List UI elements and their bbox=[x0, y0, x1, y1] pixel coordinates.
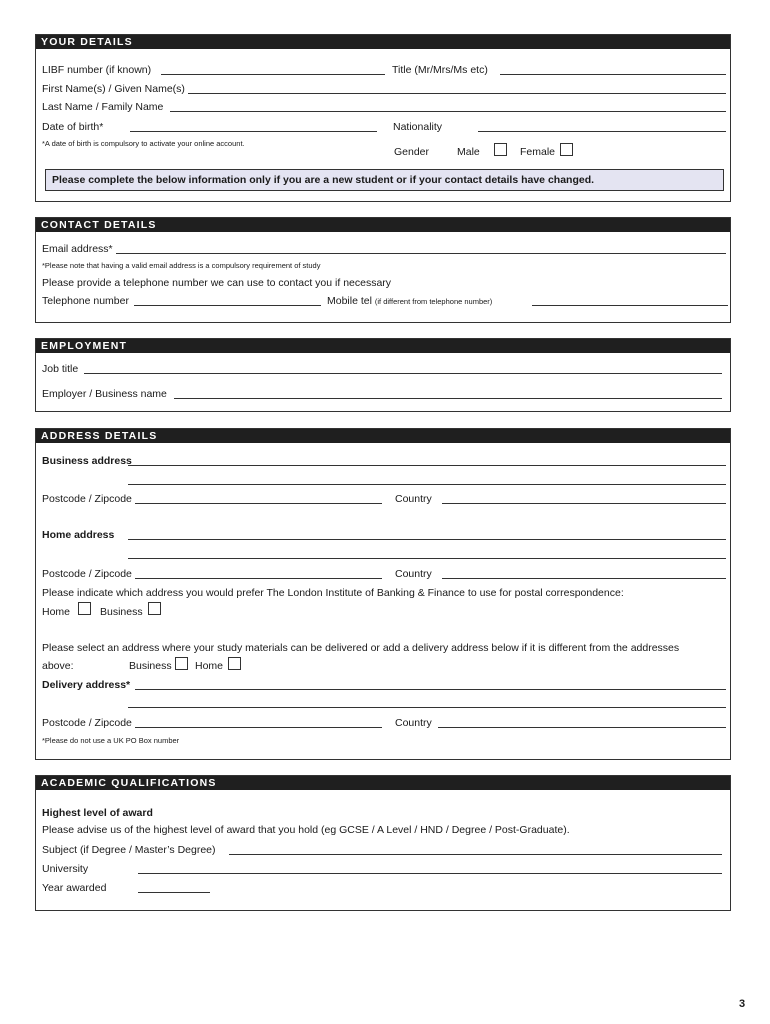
job-title-label: Job title bbox=[42, 363, 79, 375]
dob-field[interactable] bbox=[130, 131, 377, 132]
delivery-business-label: Business bbox=[129, 660, 172, 672]
delivery-postcode-field[interactable] bbox=[135, 727, 382, 728]
business-address-line-1[interactable] bbox=[128, 465, 726, 466]
libf-number-field[interactable] bbox=[161, 74, 385, 75]
employer-label: Employer / Business name bbox=[42, 388, 167, 400]
address-details-section bbox=[35, 428, 731, 760]
new-student-notice: Please complete the below information only if you are a new student or if your contact details have changed. bbox=[45, 169, 724, 191]
mobile-label bbox=[327, 294, 492, 309]
delivery-home-checkbox[interactable] bbox=[228, 657, 241, 670]
academic-header: ACADEMIC QUALIFICATIONS bbox=[36, 776, 730, 790]
nationality-field[interactable] bbox=[478, 131, 726, 132]
email-field[interactable] bbox=[116, 253, 726, 254]
delivery-postcode-label: Postcode / Zipcode bbox=[42, 717, 132, 729]
address-details-header: ADDRESS DETAILS bbox=[36, 429, 730, 443]
gender-label: Gender bbox=[394, 146, 430, 158]
employment-section bbox=[35, 338, 731, 412]
delivery-country-label: Country bbox=[395, 717, 432, 729]
delivery-country-field[interactable] bbox=[438, 727, 726, 728]
delivery-business-checkbox[interactable] bbox=[175, 657, 188, 670]
first-names-label: First Name(s) / Given Name(s) bbox=[42, 83, 185, 95]
mobile-label-text: Mobile tel bbox=[327, 295, 372, 307]
dob-label: Date of birth* bbox=[42, 121, 104, 133]
subject-label: Subject (if Degree / Master’s Degree) bbox=[42, 844, 216, 856]
home-address-line-2[interactable] bbox=[128, 558, 726, 559]
title-label: Title (Mr/Mrs/Ms etc) bbox=[392, 64, 488, 76]
last-name-field[interactable] bbox=[170, 111, 726, 112]
postal-business-label: Business bbox=[100, 606, 143, 618]
highest-level-advice: Please advise us of the highest level of award that you hold (eg GCSE / A Level / HND / Degree / Post-Graduate). bbox=[42, 824, 570, 836]
year-awarded-field[interactable] bbox=[138, 892, 210, 893]
male-checkbox[interactable] bbox=[494, 143, 507, 156]
contact-details-header: CONTACT DETAILS bbox=[36, 218, 730, 232]
last-name-label: Last Name / Family Name bbox=[42, 101, 164, 113]
female-label: Female bbox=[520, 146, 556, 158]
delivery-prompt-line-2: above: bbox=[42, 660, 74, 672]
home-address-line-1[interactable] bbox=[128, 539, 726, 540]
subject-field[interactable] bbox=[229, 854, 722, 855]
postal-home-checkbox[interactable] bbox=[78, 602, 91, 615]
male-label: Male bbox=[457, 146, 480, 158]
telephone-label: Telephone number bbox=[42, 295, 129, 307]
delivery-address-line-1[interactable] bbox=[135, 689, 726, 690]
university-label: University bbox=[42, 863, 89, 875]
business-postcode-field[interactable] bbox=[135, 503, 382, 504]
year-awarded-label: Year awarded bbox=[42, 882, 107, 894]
your-details-section bbox=[35, 34, 731, 202]
home-postcode-field[interactable] bbox=[135, 578, 382, 579]
academic-qualifications-section bbox=[35, 775, 731, 911]
business-postcode-label: Postcode / Zipcode bbox=[42, 493, 132, 505]
contact-details-section bbox=[35, 217, 731, 323]
university-field[interactable] bbox=[138, 873, 722, 874]
email-label: Email address* bbox=[42, 243, 113, 255]
home-address-label: Home address bbox=[42, 529, 115, 541]
delivery-address-line-2[interactable] bbox=[128, 707, 726, 708]
nationality-label: Nationality bbox=[393, 121, 443, 133]
home-country-label: Country bbox=[395, 568, 432, 580]
delivery-address-label: Delivery address* bbox=[42, 679, 131, 691]
highest-level-label: Highest level of award bbox=[42, 807, 153, 819]
dob-note: *A date of birth is compulsory to activate your online account. bbox=[42, 139, 245, 148]
female-checkbox[interactable] bbox=[560, 143, 573, 156]
telephone-field[interactable] bbox=[134, 305, 321, 306]
postal-home-label: Home bbox=[42, 606, 71, 618]
delivery-home-label: Home bbox=[195, 660, 224, 672]
your-details-header: YOUR DETAILS bbox=[36, 35, 730, 49]
business-address-label: Business address bbox=[42, 455, 132, 467]
postal-prompt: Please indicate which address you would prefer The London Institute of Banking & Finance to use for postal correspondence: bbox=[42, 587, 624, 599]
delivery-prompt-line-1: Please select an address where your study materials can be delivered or add a delivery address below if it is different from the addresses bbox=[42, 642, 680, 654]
business-country-field[interactable] bbox=[442, 503, 726, 504]
employer-field[interactable] bbox=[174, 398, 722, 399]
home-postcode-label: Postcode / Zipcode bbox=[42, 568, 132, 580]
job-title-field[interactable] bbox=[84, 373, 722, 374]
business-address-line-2[interactable] bbox=[128, 484, 726, 485]
business-country-label: Country bbox=[395, 493, 432, 505]
title-field[interactable] bbox=[500, 74, 726, 75]
po-box-note: *Please do not use a UK PO Box number bbox=[42, 736, 180, 745]
email-note: *Please note that having a valid email address is a compulsory requirement of study bbox=[42, 261, 321, 270]
mobile-field[interactable] bbox=[532, 305, 728, 306]
page-number: 3 bbox=[739, 998, 746, 1010]
home-country-field[interactable] bbox=[442, 578, 726, 579]
postal-business-checkbox[interactable] bbox=[148, 602, 161, 615]
mobile-note: (if different from telephone number) bbox=[374, 297, 493, 306]
phone-prompt: Please provide a telephone number we can use to contact you if necessary bbox=[42, 277, 392, 289]
employment-header: EMPLOYMENT bbox=[36, 339, 730, 353]
libf-number-label: LIBF number (if known) bbox=[42, 64, 152, 76]
first-names-field[interactable] bbox=[188, 93, 726, 94]
